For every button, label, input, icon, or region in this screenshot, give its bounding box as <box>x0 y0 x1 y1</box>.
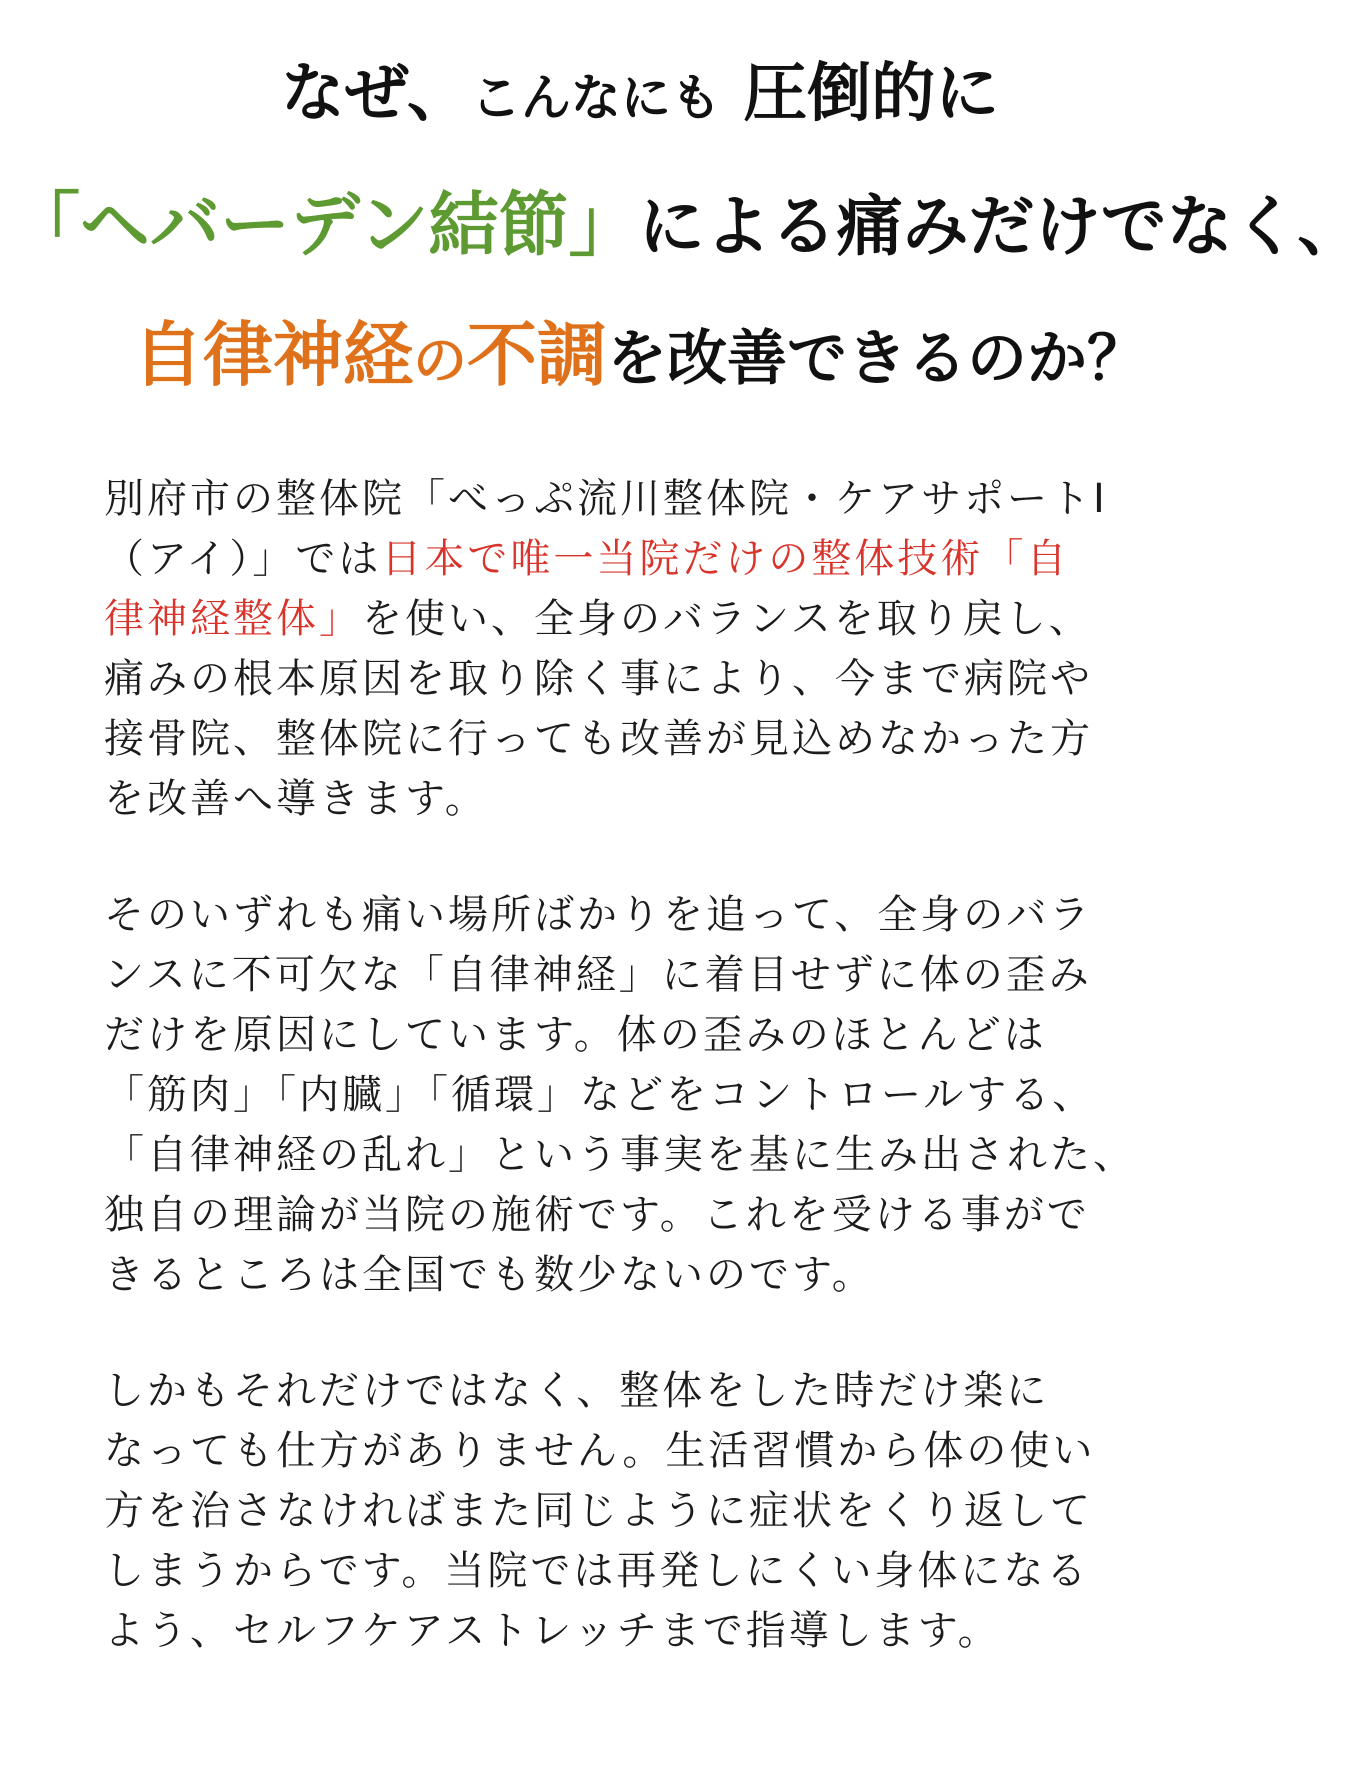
paragraph-line: よう、セルフケアストレッチまで指導します。 <box>104 1608 1001 1654</box>
paragraph-line <box>104 589 1194 649</box>
paragraph-line: そのいずれも痛い場所ばかりを追って、全身のバラ <box>104 892 1093 938</box>
headline-jiritsu: 自律神経 <box>133 313 413 396</box>
paragraph-line: 接骨院、整体院に行っても改善が見込めなかった方 <box>104 716 1093 762</box>
paragraph-line: 独自の理論が当院の施術です。これを受ける事がで <box>104 1192 1090 1238</box>
paragraph-line: だけを原因にしています。体の歪みのほとんどは <box>104 1012 1047 1058</box>
paragraph-selfcare <box>104 1361 1194 1661</box>
paragraph-line: きるところは全国でも数少ないのです。 <box>104 1252 875 1298</box>
headline-line-2 <box>10 183 1363 266</box>
paragraph-line: 「筋肉」「内臓」「循環」などをコントロールする、 <box>104 1072 1096 1118</box>
headline-line-2-rest: による痛みだけでなく、 <box>638 187 1363 265</box>
headline-naze: なぜ、 <box>280 56 471 131</box>
headline-line-1 <box>0 56 1280 131</box>
headline-line-3 <box>0 313 1280 396</box>
paragraph-line: 別府市の整体院「べっぷ流川整体院・ケアサポートI <box>104 476 1108 522</box>
headline-attouteki: 圧倒的に <box>743 56 1000 131</box>
paragraph-line: しまうからです。当院では再発しにくい身体になる <box>104 1548 1090 1594</box>
headline-line-3-rest: を改善できるのか？ <box>607 324 1147 394</box>
paragraph-text: （アイ）」では <box>104 536 382 582</box>
paragraph-line <box>104 529 1194 589</box>
headline-konnanimo: こんなにも <box>470 68 721 127</box>
paragraph-line: を改善へ導きます。 <box>104 776 488 822</box>
highlight-text: 日本で唯一当院だけの整体技術「自 <box>381 536 1070 582</box>
paragraph-theory <box>104 885 1194 1305</box>
highlight-text: 律神経整体」 <box>104 596 362 642</box>
headline-no: の <box>413 328 467 392</box>
paragraph-line: ンスに不可欠な「自律神経」に着目せずに体の歪み <box>104 952 1092 998</box>
paragraph-line: 「自律神経の乱れ」という事実を基に生み出された、 <box>104 1132 1136 1178</box>
headline-fuchou: 不調 <box>467 313 607 396</box>
paragraph-line: しかもそれだけではなく、整体をした時だけ楽に <box>104 1368 1050 1414</box>
paragraph-text: を使い、全身のバランスを取り戻し、 <box>362 596 1092 642</box>
paragraph-intro <box>104 469 1194 829</box>
paragraph-line: 痛みの根本原因を取り除く事により、今まで病院や <box>104 656 1093 702</box>
paragraph-line: なっても仕方がありません。生活習慣から体の使い <box>104 1428 1096 1474</box>
headline-heberden: 「ヘバーデン結節」 <box>10 183 639 266</box>
paragraph-line: 方を治さなければまた同じように症状をくり返して <box>104 1488 1093 1534</box>
